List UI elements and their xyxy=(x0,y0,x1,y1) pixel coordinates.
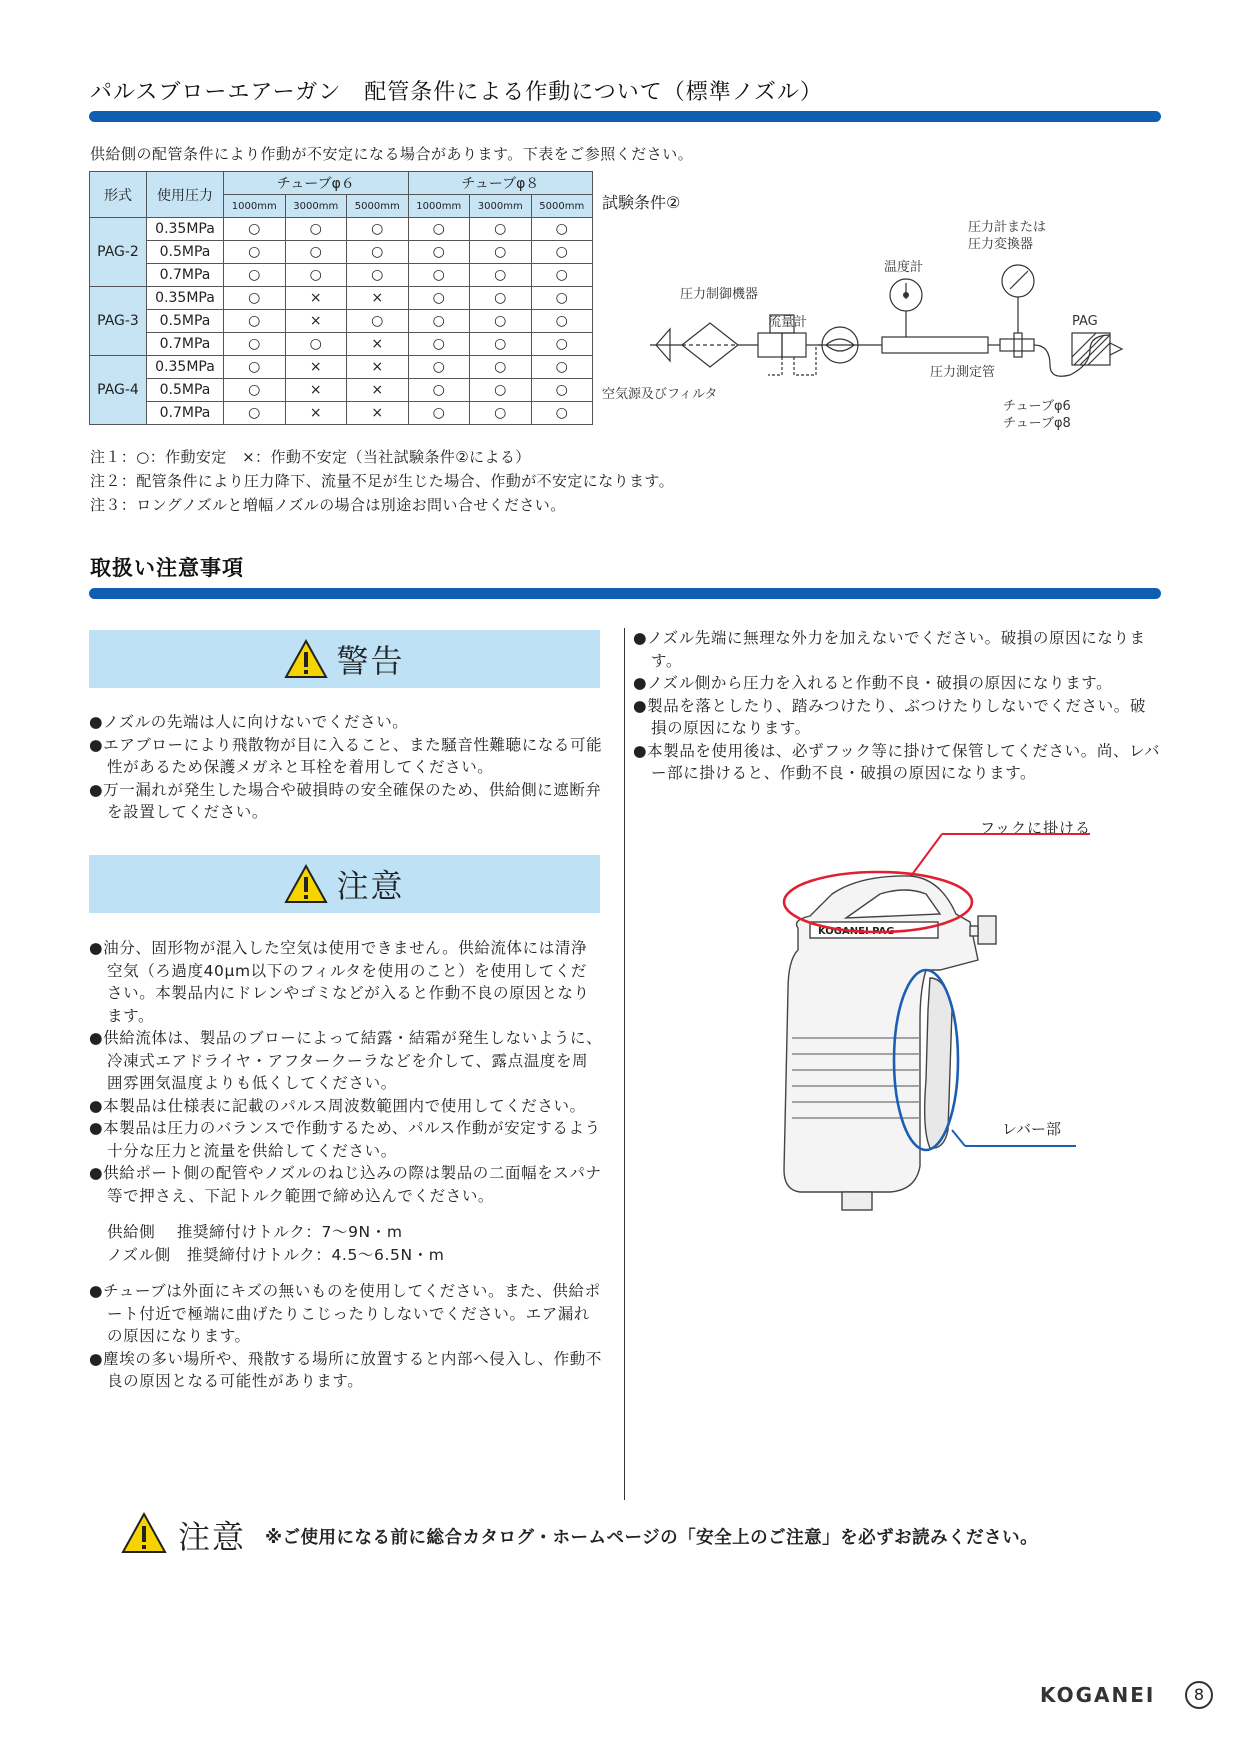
table-row xyxy=(90,241,593,264)
right-item: ●ノズル側から圧力を入れると作動不良・破損の原因になります。 xyxy=(633,674,1113,692)
thermometer-label: 温度計 xyxy=(884,260,924,275)
torque-supply: 供給側 推奨締付けトルク：7〜9N・m xyxy=(107,1223,403,1241)
result-cell: ○ xyxy=(531,287,593,310)
column-divider xyxy=(624,628,625,1500)
result-cell: ○ xyxy=(470,218,532,241)
result-cell: ○ xyxy=(531,310,593,333)
result-cell: ○ xyxy=(224,379,286,402)
caution-item: ●供給ポート側の配管やノズルのねじ込みの際は製品の二面幅をスパナ等で押さえ、下記トルク範囲で締め込んでください。 xyxy=(89,1164,602,1205)
warning-triangle-icon xyxy=(284,639,328,679)
section-title: 取扱い注意事項 xyxy=(90,556,244,580)
result-cell: × xyxy=(285,356,347,379)
result-cell: ○ xyxy=(531,241,593,264)
warning-item: ●ノズルの先端は人に向けないでください。 xyxy=(89,713,409,731)
result-cell: × xyxy=(347,333,409,356)
result-cell: ○ xyxy=(470,402,532,425)
length-header: 3000mm xyxy=(470,195,532,218)
result-cell: ○ xyxy=(347,241,409,264)
result-cell: ○ xyxy=(285,241,347,264)
pressure-cell: 0.7MPa xyxy=(147,402,224,425)
pag-label: PAG xyxy=(1072,314,1098,329)
note-3: 注３：ロングノズルと増幅ノズルの場合は別途お問い合せください。 xyxy=(90,496,566,514)
result-cell: ○ xyxy=(224,402,286,425)
pressure-cell: 0.5MPa xyxy=(147,379,224,402)
measure-pipe-label: 圧力測定管 xyxy=(930,365,996,380)
torque-nozzle: ノズル側 推奨締付けトルク：4.5〜6.5N・m xyxy=(107,1245,445,1264)
caution-header xyxy=(89,855,600,913)
result-cell: ○ xyxy=(224,264,286,287)
caution-triangle-icon xyxy=(284,864,328,904)
col-model: 形式 xyxy=(90,172,147,218)
note-1: 注１：○：作動安定 ×：作動不安定（当社試験条件②による） xyxy=(90,448,531,466)
notes xyxy=(90,445,674,517)
pressure-cell: 0.35MPa xyxy=(147,287,224,310)
result-cell: ○ xyxy=(470,379,532,402)
caution-list xyxy=(89,937,603,1393)
caution-item: ●本製品は圧力のバランスで作動するため、パルス作動が安定するよう十分な圧力と流量を供給してください。 xyxy=(89,1119,601,1160)
pressure-cell: 0.5MPa xyxy=(147,310,224,333)
result-cell: ○ xyxy=(408,287,470,310)
result-cell: ○ xyxy=(347,218,409,241)
page-title: パルスブローエアーガン 配管条件による作動について（標準ノズル） xyxy=(90,80,823,105)
result-cell: ○ xyxy=(408,402,470,425)
measure-pipe xyxy=(1000,339,1034,351)
tube8-label: チューブφ8 xyxy=(1003,416,1071,431)
footer-caution-label: 注意 xyxy=(178,1518,247,1556)
table-row xyxy=(90,333,593,356)
operation-table xyxy=(89,171,593,425)
section-bar xyxy=(89,588,1161,599)
result-cell: ○ xyxy=(408,241,470,264)
length-header: 5000mm xyxy=(531,195,593,218)
regulator-box xyxy=(758,333,782,357)
pipe-box xyxy=(882,337,988,353)
result-cell: ○ xyxy=(224,356,286,379)
pressure-gauge-label: 圧力計または 圧力変換器 xyxy=(968,220,1047,252)
tube6-label: チューブφ6 xyxy=(1003,399,1071,414)
result-cell: ○ xyxy=(408,333,470,356)
pressure-cell: 0.5MPa xyxy=(147,241,224,264)
result-cell: ○ xyxy=(408,356,470,379)
caution-label: 注意 xyxy=(336,867,405,905)
pressure-cell: 0.7MPa xyxy=(147,264,224,287)
right-item: ●製品を落としたり、踏みつけたり、ぶつけたりしないでください。破損の原因になります。 xyxy=(633,696,1146,737)
caution-item: ●チューブは外面にキズの無いものを使用してください。また、供給ポート付近で極端に曲げたりこじったりしないでください。エア漏れの原因になります。 xyxy=(89,1282,601,1345)
test-condition-label: 試験条件② xyxy=(602,193,681,212)
caution-item: ●塵埃の多い場所や、飛散する場所に放置すると内部へ侵入し、作動不良の原因となる可能性があります。 xyxy=(89,1349,602,1390)
result-cell: ○ xyxy=(408,218,470,241)
result-cell: ○ xyxy=(347,310,409,333)
result-cell: ○ xyxy=(470,287,532,310)
result-cell: ○ xyxy=(531,333,593,356)
right-list xyxy=(633,627,1161,785)
result-cell: × xyxy=(285,379,347,402)
note-2: 注２：配管条件により圧力降下、流量不足が生じた場合、作動が不安定になります。 xyxy=(90,472,675,490)
warning-label: 警告 xyxy=(336,642,405,680)
footer-caution-icon xyxy=(121,1512,167,1554)
result-cell: × xyxy=(285,310,347,333)
result-cell: ○ xyxy=(470,264,532,287)
flowmeter-label: 流量計 xyxy=(768,315,808,330)
caution-item: ●本製品は仕様表に記載のパルス周波数範囲内で使用してください。 xyxy=(89,1096,586,1115)
intro-text: 供給側の配管条件により作動が不安定になる場合があります。下表をご参照ください。 xyxy=(90,145,694,163)
result-cell: × xyxy=(347,287,409,310)
col-tube8: チューブφ８ xyxy=(408,172,593,195)
air-source-label: 空気源及びフィルタ xyxy=(602,387,718,402)
pressure-cell: 0.35MPa xyxy=(147,356,224,379)
result-cell: ○ xyxy=(531,402,593,425)
result-cell: ○ xyxy=(285,333,347,356)
table-row xyxy=(90,310,593,333)
result-cell: × xyxy=(347,402,409,425)
result-cell: ○ xyxy=(224,218,286,241)
result-cell: ○ xyxy=(408,264,470,287)
model-cell: PAG-2 xyxy=(90,218,147,287)
footer-caution-text: ※ご使用になる前に総合カタログ・ホームページの「安全上のご注意」を必ずお読みください。 xyxy=(265,1528,1039,1548)
result-cell: ○ xyxy=(224,287,286,310)
model-cell: PAG-4 xyxy=(90,356,147,425)
col-pressure: 使用圧力 xyxy=(147,172,224,218)
result-cell: ○ xyxy=(531,264,593,287)
result-cell: ○ xyxy=(470,241,532,264)
result-cell: ○ xyxy=(531,218,593,241)
table-row xyxy=(90,379,593,402)
title-bar xyxy=(89,111,1161,122)
pressure-cell: 0.35MPa xyxy=(147,218,224,241)
result-cell: ○ xyxy=(531,356,593,379)
table-row xyxy=(90,218,593,241)
brand-logo: KOGANEI xyxy=(1040,1683,1156,1707)
result-cell: ○ xyxy=(224,333,286,356)
length-header: 5000mm xyxy=(347,195,409,218)
result-cell: ○ xyxy=(224,241,286,264)
page-number: 8 xyxy=(1185,1681,1213,1709)
lever-label: レバー部 xyxy=(1002,1120,1061,1138)
controller-label: 圧力制御機器 xyxy=(680,287,759,302)
warning-list xyxy=(89,711,603,824)
warning-item: ●エアブローにより飛散物が目に入ること、また騒音性難聴になる可能性があるため保護メガネと耳栓を着用してください。 xyxy=(89,735,603,776)
result-cell: ○ xyxy=(470,333,532,356)
model-cell: PAG-3 xyxy=(90,287,147,356)
air-gun-illustration xyxy=(770,830,1090,1230)
result-cell: ○ xyxy=(408,310,470,333)
nozzle xyxy=(978,916,996,944)
result-cell: × xyxy=(347,356,409,379)
length-header: 1000mm xyxy=(224,195,286,218)
right-item: ●ノズル先端に無理な外力を加えないでください。破損の原因になります。 xyxy=(633,629,1146,670)
length-header: 3000mm xyxy=(285,195,347,218)
result-cell: ○ xyxy=(224,310,286,333)
result-cell: ○ xyxy=(531,379,593,402)
result-cell: ○ xyxy=(285,218,347,241)
pressure-cell: 0.7MPa xyxy=(147,333,224,356)
table-row xyxy=(90,264,593,287)
warning-header xyxy=(89,630,600,688)
right-item: ●本製品を使用後は、必ずフック等に掛けて保管してください。尚、レバー部に掛けると、作動不良・破損の原因になります。 xyxy=(633,741,1161,782)
col-tube6: チューブφ６ xyxy=(224,172,409,195)
result-cell: ○ xyxy=(408,379,470,402)
caution-item: ●供給流体は、製品のブローによって結露・結霜が発生しないように、冷凍式エアドライヤ・アフタークーラなどを介して、露点温度を周囲雰囲気温度よりも低くしてください。 xyxy=(89,1029,603,1092)
table-row xyxy=(90,356,593,379)
result-cell: × xyxy=(285,287,347,310)
result-cell: ○ xyxy=(470,356,532,379)
caution-item: ●油分、固形物が混入した空気は使用できません。供給流体には清浄空気（ろ過度40μm以下のフィルタを使用のこと）を使用してください。本製品内にドレンやゴミなどが入ると作動不良の原因となります。 xyxy=(89,939,590,1025)
warning-item: ●万一漏れが発生した場合や破損時の安全確保のため、供給側に遮断弁を設置してください。 xyxy=(89,780,602,821)
result-cell: ○ xyxy=(285,264,347,287)
result-cell: ○ xyxy=(470,310,532,333)
table-row xyxy=(90,287,593,310)
gun-body-text: KOGANEI PAG xyxy=(818,926,895,937)
length-header: 1000mm xyxy=(408,195,470,218)
result-cell: ○ xyxy=(347,264,409,287)
result-cell: × xyxy=(347,379,409,402)
hook-label: フックに掛ける xyxy=(980,819,1091,837)
result-cell: × xyxy=(285,402,347,425)
table-row xyxy=(90,402,593,425)
